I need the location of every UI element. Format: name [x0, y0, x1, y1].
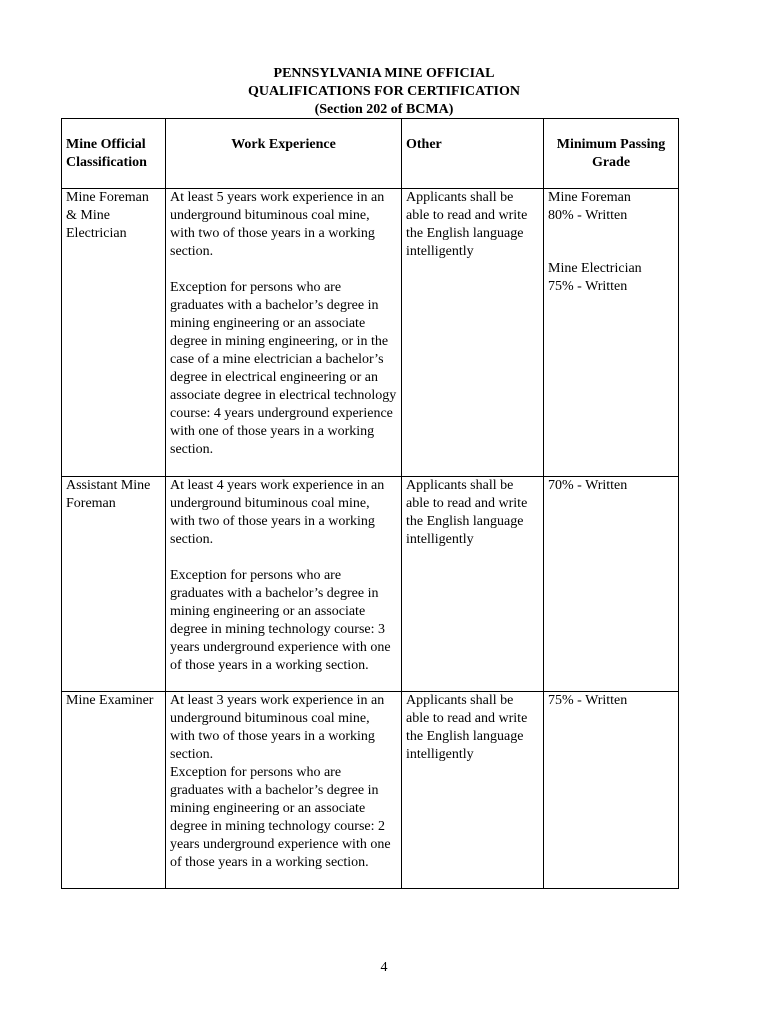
cell-other: Applicants shall be able to read and write the English language intelligently [402, 692, 544, 889]
cell-work-experience [166, 189, 402, 477]
grade-value: 75% - Written [548, 279, 628, 294]
work-experience-requirement: At least 5 years work experience in an underground bituminous coal mine, with two of those years in a working section. [170, 190, 385, 259]
cell-classification: Mine Foreman & Mine Electrician [62, 189, 166, 477]
header-classification: Mine Official Classification [62, 119, 166, 189]
cell-work-experience [166, 692, 402, 889]
table-header-row [62, 119, 679, 189]
qualifications-table [61, 118, 679, 889]
document-title [0, 65, 768, 119]
work-experience-exception: Exception for persons who are graduates with a bachelor’s degree in mining engineering or an associate degree in mining engineering, or in the case of a mine electrician a bachelor’s degree in electrical engineering or an associate degree in electrical technology course: 4 years underground experience with one of those years in a working section. [170, 280, 397, 457]
table-row [62, 477, 679, 692]
cell-grade [544, 477, 679, 692]
page-number: 4 [380, 960, 388, 975]
work-experience-exception: Exception for persons who are graduates with a bachelor’s degree in mining engineering or an associate degree in mining technology course: 2 years underground experience with one of those years in a working section. [170, 765, 391, 870]
title-line-2: QUALIFICATIONS FOR CERTIFICATION [247, 84, 521, 99]
grade-value: 75% - Written [548, 693, 628, 708]
work-experience-requirement: At least 3 years work experience in an underground bituminous coal mine, with two of those years in a working section. [170, 693, 385, 762]
grade-label: Mine Foreman [548, 190, 631, 205]
header-other: Other [402, 119, 544, 189]
table-row [62, 189, 679, 477]
cell-other: Applicants shall be able to read and write the English language intelligently [402, 477, 544, 692]
table-row [62, 692, 679, 889]
cell-classification: Assistant Mine Foreman [62, 477, 166, 692]
cell-grade [544, 692, 679, 889]
cell-grade [544, 189, 679, 477]
header-work-experience: Work Experience [166, 119, 402, 189]
grade-label: Mine Electrician [548, 261, 642, 276]
cell-work-experience [166, 477, 402, 692]
header-minimum-passing-grade: Minimum Passing Grade [544, 119, 679, 189]
work-experience-requirement: At least 4 years work experience in an underground bituminous coal mine, with two of those years in a working section. [170, 478, 385, 547]
grade-value: 80% - Written [548, 208, 628, 223]
title-line-1: PENNSYLVANIA MINE OFFICIAL [273, 66, 495, 81]
title-line-3: (Section 202 of BCMA) [314, 102, 454, 117]
cell-classification: Mine Examiner [62, 692, 166, 889]
work-experience-exception: Exception for persons who are graduates with a bachelor’s degree in mining engineering or an associate degree in mining technology course: 3 years underground experience with one of those years in a working section. [170, 568, 391, 673]
cell-other: Applicants shall be able to read and write the English language intelligently [402, 189, 544, 477]
grade-value: 70% - Written [548, 478, 628, 493]
